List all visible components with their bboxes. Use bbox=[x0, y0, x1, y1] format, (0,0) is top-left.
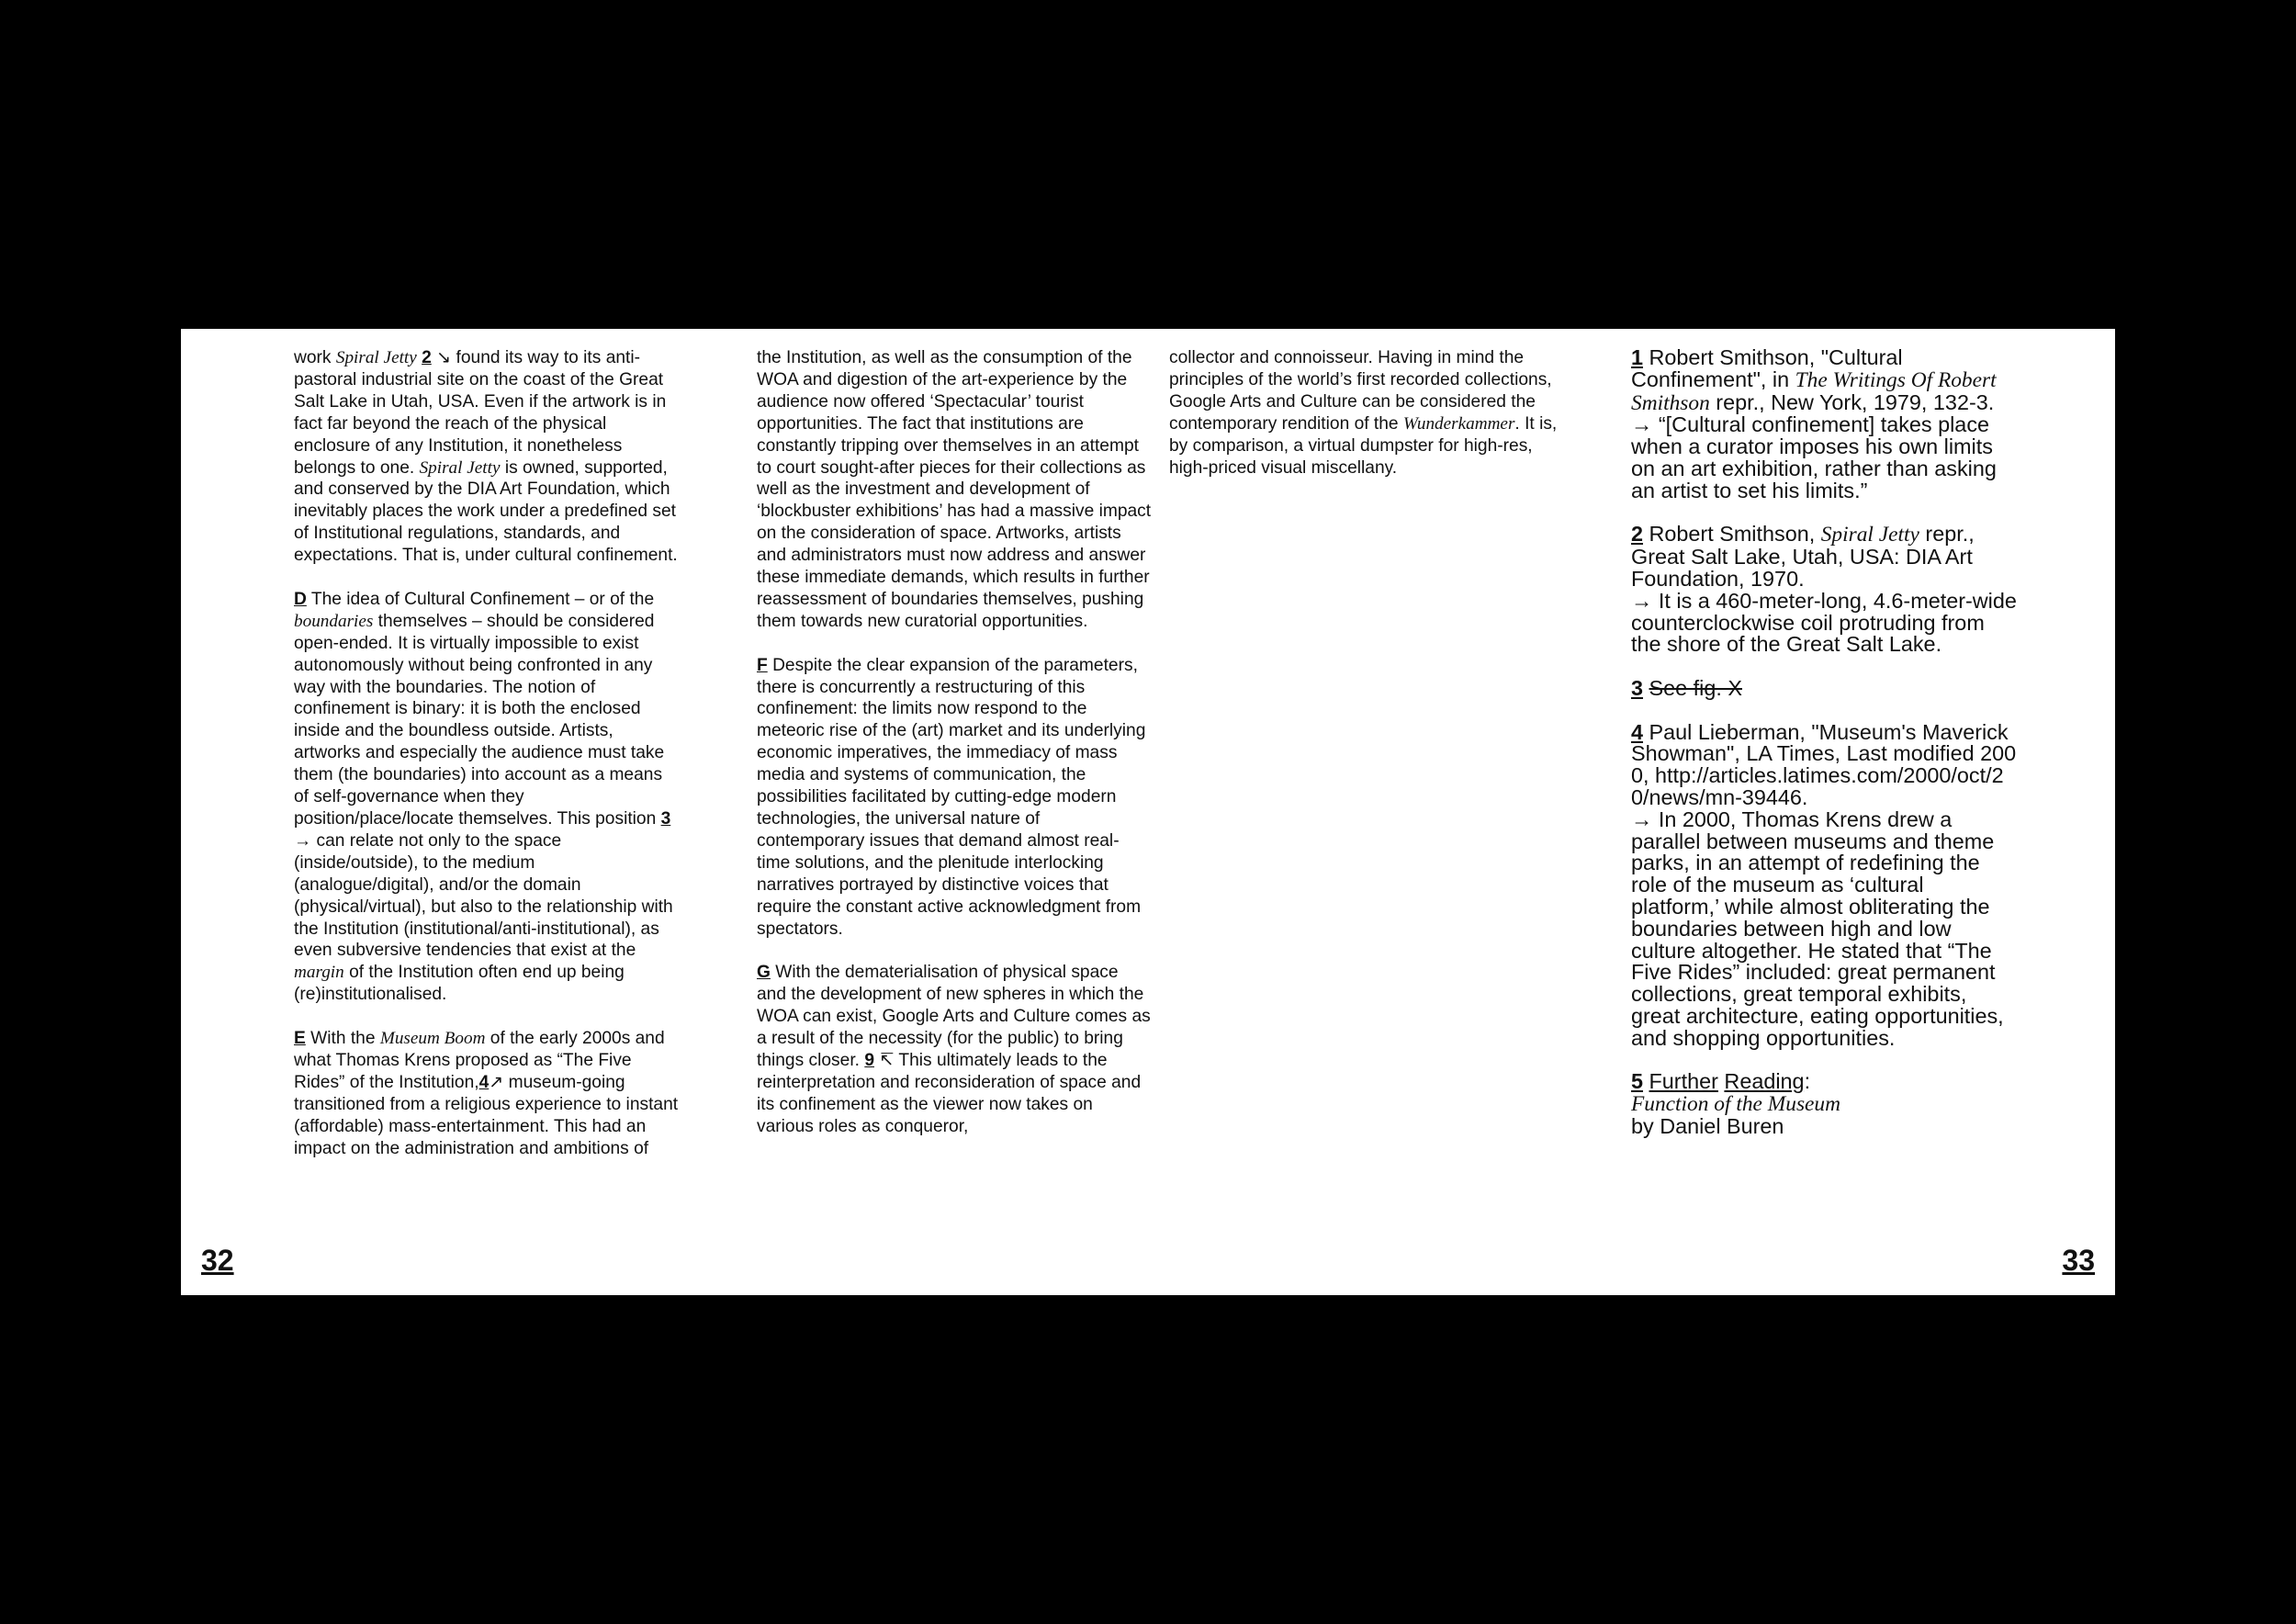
italic-term: margin bbox=[294, 963, 344, 983]
section-label-f: F bbox=[757, 655, 768, 675]
paragraph-d bbox=[294, 589, 680, 1006]
footnote-comment: → In 2000, Thomas Krens drew a parallel between museums and theme parks, in an attempt of redefining the role of the museum as ‘cultural platform,’ while almost obliterating the boundaries between high and low culture altogether. He stated that “The Five Rides” included: great permanent collections, great temporal exhibits, great architecture, eating opportunities, and shopping opportunities. bbox=[1631, 806, 2004, 1050]
footnote-number: 4 bbox=[1631, 719, 1644, 744]
text-run: collector and connoisseur. Having in mind the principles of the world’s first recorded collections, Google Arts and Culture can be considered the contemporary rendition of the bbox=[1169, 348, 1552, 434]
struck-text: See fig. X bbox=[1649, 675, 1742, 700]
text-run: ↸ This ultimately leads to the reinterpretation and reconsideration of space and its confinement as the viewer now takes on various roles as conqueror, bbox=[757, 1050, 1142, 1136]
section-label-e: E bbox=[294, 1029, 306, 1049]
page-number-left: 32 bbox=[201, 1244, 234, 1277]
book-spread bbox=[181, 329, 2115, 1295]
paragraph-e bbox=[294, 1028, 680, 1159]
text-run: of the Institution often end up being (re)institutionalised. bbox=[294, 963, 625, 1005]
text-run: . It is, by comparison, a virtual dumpster for high-res, high-priced visual miscellany. bbox=[1169, 413, 1558, 478]
footnote-comment: → It is a 460-meter-long, 4.6-meter-wide counterclockwise coil protruding from the shore of the Great Salt Lake. bbox=[1631, 588, 2017, 657]
text-run: themselves – should be considered open-ended. It is virtually impossible to exist autonomously without being confronted in any way with the boundaries. The notion of confinement is binary: it is both the enclosed inside and the boundless outside. Artists, artworks and especially the audience must take them (the boundaries) into account as a means of self-governance when they position/place/locate themselves. This position bbox=[294, 611, 665, 829]
text-run: With the dematerialisation of physical space and the development of new spheres in which the WOA can exist, Google Arts and Culture comes as a result of the necessity (for the public) to bring things closer. bbox=[757, 963, 1151, 1070]
footnote-1 bbox=[1631, 347, 2017, 502]
footnote-number: 2 bbox=[1631, 522, 1644, 547]
italic-term: Museum Boom bbox=[379, 1029, 486, 1049]
text-column-3 bbox=[1169, 347, 1564, 479]
text-run: by Daniel Buren bbox=[1631, 1113, 1784, 1138]
footnote-ref-9[interactable]: 9 bbox=[864, 1050, 874, 1070]
text-run: With the bbox=[305, 1029, 380, 1049]
text-run: of the early 2000s and what Thomas Krens proposed as “The Five Rides” of the Institution, bbox=[294, 1029, 665, 1092]
text-run: ↗ museum-going transitioned from a religious experience to instant (affordable) mass-entertainment. This had an impact on the administration and ambitions of bbox=[294, 1072, 679, 1158]
text-column-2 bbox=[757, 347, 1152, 1138]
footnote-number: 1 bbox=[1631, 345, 1644, 369]
text-run: Despite the clear expansion of the parameters, there is concurrently a restructuring of this confinement: the limits now respond to the meteoric rise of the (art) market and its underlying economic imperatives, the immediacy of mass media and systems of communication, the possibilities facilitated by cutting-edge modern technologies, the universal nature of contemporary issues that demand almost real-time solutions, and the plenitude interlocking narratives portrayed by distinctive voices that require the constant active acknowledgment from spectators. bbox=[757, 655, 1146, 939]
footnote-ref-3[interactable]: 3 bbox=[660, 809, 671, 829]
section-label-g: G bbox=[757, 963, 771, 983]
text-column-1 bbox=[294, 347, 680, 1160]
footnote-number: 5 bbox=[1631, 1069, 1644, 1094]
footnote-ref-4[interactable]: 4 bbox=[478, 1072, 490, 1092]
text-run: Robert Smithson, bbox=[1643, 522, 1821, 547]
italic-title: The Writings Of Robert Smithson bbox=[1631, 367, 1997, 415]
footnote-ref-2[interactable]: 2 bbox=[422, 348, 432, 367]
text-run: : bbox=[1804, 1069, 1811, 1094]
text-run: Robert Smithson, "Cultural Confinement", in bbox=[1631, 345, 1903, 391]
section-label-d: D bbox=[294, 589, 307, 609]
italic-title: Spiral Jetty bbox=[419, 457, 501, 478]
paragraph-g bbox=[757, 962, 1152, 1137]
page-number-right: 33 bbox=[2062, 1244, 2095, 1277]
italic-title: Spiral Jetty bbox=[335, 348, 417, 367]
text-run: is owned, supported, and conserved by the DIA Art Foundation, which inevitably places the work under a predefined set of Institutional regulations, standards, and expectations. That is, under cultural confinement. bbox=[294, 457, 678, 566]
footnote-number: 3 bbox=[1631, 675, 1644, 700]
text-run: repr., Great Salt Lake, Utah, USA: DIA Art Foundation, 1970. bbox=[1631, 522, 1975, 591]
paragraph-continuation: the Institution, as well as the consumption of the WOA and digestion of the art-experience by the audience now offered ‘Spectacular’ tourist opportunities. The fact that institutions are constantly tripping over themselves in an attempt to court sought-after pieces for their collections as well as the investment and development of ‘blockbuster exhibitions’ has had a massive impact on the consideration of space. Artworks, artists and administrators must now address and answer these immediate demands, which results in further reassessment of boundaries themselves, pushing them towards new curatorial opportunities. bbox=[757, 348, 1152, 631]
text-run: → can relate not only to the space (inside/outside), to the medium (analogue/digital), and/or the domain (physical/virtual), but also to the relationship with the Institution (institutional/anti-institutional), as even subversive tendencies that exist at the bbox=[294, 830, 673, 961]
text-run: repr., New York, 1979, 132-3. bbox=[1709, 389, 1995, 414]
italic-term: boundaries bbox=[294, 611, 374, 631]
paragraph-wunderkammer bbox=[1169, 347, 1564, 479]
footnote-4 bbox=[1631, 719, 2017, 1050]
footnote-5 bbox=[1631, 1071, 2017, 1137]
italic-title: Spiral Jetty bbox=[1820, 523, 1919, 547]
text-run: The idea of Cultural Confinement – or of the bbox=[306, 589, 655, 609]
footnotes-column bbox=[1631, 347, 2017, 1159]
further-link[interactable]: Further bbox=[1649, 1069, 1718, 1094]
paragraph-spiral-jetty bbox=[294, 347, 680, 567]
italic-title: Function of the Museum bbox=[1631, 1092, 1841, 1117]
footnote-2 bbox=[1631, 524, 2017, 656]
italic-term: Wunderkammer bbox=[1402, 413, 1515, 434]
text-run: ↘ found its way to its anti-pastoral industrial site on the coast of the Great Salt Lake in Utah, USA. Even if the artwork is in fact far beyond the reach of the physical enclosure of any Institution, it nonetheless belongs to one. bbox=[294, 348, 667, 478]
text-run: Paul Lieberman, "Museum's Maverick Showman", LA Times, Last modified 2000, http://articles.latimes.com/2000/oct/20/news/mn-39446. bbox=[1631, 719, 2017, 809]
paragraph-f bbox=[757, 655, 1152, 941]
footnote-quote: → “[Cultural confinement] takes place when a curator imposes his own limits on an art exhibition, rather than asking an artist to set his limits.” bbox=[1631, 412, 1997, 502]
footnote-3 bbox=[1631, 675, 2017, 700]
reading-link[interactable]: Reading bbox=[1724, 1069, 1805, 1094]
text-run: work bbox=[294, 348, 336, 367]
